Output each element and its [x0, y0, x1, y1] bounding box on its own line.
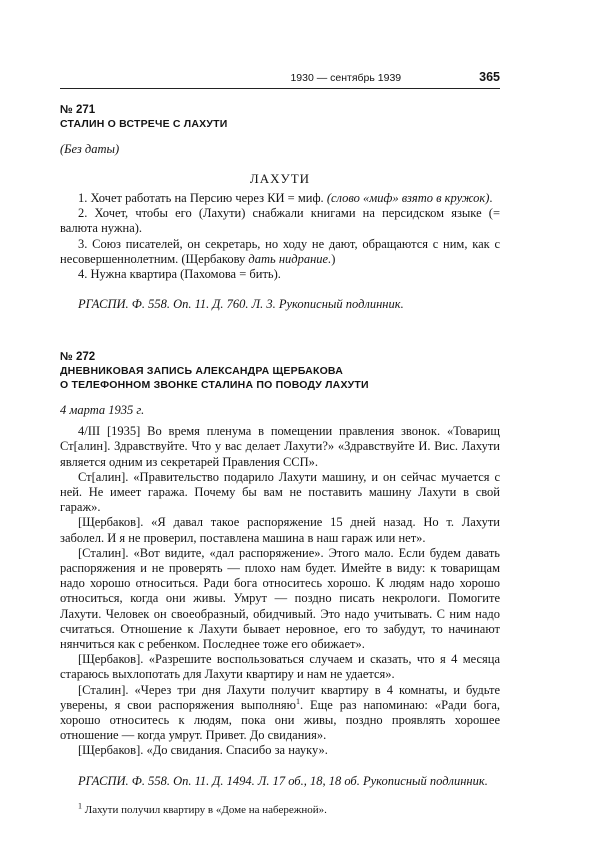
document-271: [60, 103, 500, 312]
page-number: 365: [479, 70, 500, 84]
doc-271-source: РГАСПИ. Ф. 558. Оп. 11. Д. 760. Л. 3. Рукописный подлинник.: [78, 297, 404, 312]
document-page: [60, 70, 500, 817]
doc-272-date: 4 марта 1935 г.: [60, 403, 145, 418]
doc-272-number: № 272: [60, 351, 96, 364]
doc-272-title-line-2: О ТЕЛЕФОННОМ ЗВОНКЕ СТАЛИНА ПО ПОВОДУ ЛАХУТИ: [60, 379, 369, 392]
doc-271-number: № 271: [60, 104, 96, 116]
running-header: [60, 70, 500, 89]
doc-271-item-1: 1. Хочет работать на Персию через КИ = миф. (слово «миф» взято в кружок).: [78, 191, 493, 205]
doc-272-paragraph: 4/III [1935] Во время пленума в помещении правления звонок. «Товарищ Ст[алин]. Здравствуйте. Что у вас делает Лахути?» «Здравствуйте И. Вис. Лахути является одним из секретарей Правления ССП».: [60, 424, 500, 469]
running-title: 1930 — сентябрь 1939: [290, 72, 402, 84]
footnote-mark: 1: [78, 801, 82, 811]
doc-271-title: СТАЛИН О ВСТРЕЧЕ С ЛАХУТИ: [60, 118, 228, 130]
doc-271-date: (Без даты): [60, 142, 120, 156]
doc-272-paragraph: [Щербаков]. «Я давал такое распоряжение 15 дней назад. Но т. Лахути заболел. И я не проверил, поставлена машина в наш гараж или нет».: [60, 515, 500, 545]
doc-272-source: РГАСПИ. Ф. 558. Оп. 11. Д. 1494. Л. 17 об., 18, 18 об. Рукописный подлинник.: [78, 773, 488, 788]
footnote: $^1$ Лахути получил квартиру в «Доме на набережной».: [78, 801, 327, 816]
doc-272-paragraph: [Щербаков]. «До свидания. Спасибо за науку».: [78, 743, 328, 758]
doc-271-heading: ЛАХУТИ: [249, 171, 311, 186]
doc-271-item-4: 4. Нужна квартира (Пахомова = бить).: [78, 267, 281, 282]
doc-272-paragraph: [Сталин]. «Через три дня Лахути получит квартиру в 4 комнаты, и будьте уверены, я свои распоряжения выполняю$^1$. Еще раз напоминаю: «Ради бога, хорошо относитесь к людям, пока они живы, поздно проявлять хорошее отношение — когда умрут. Привет. До свидания».: [60, 682, 500, 743]
footnote-reference[interactable]: 1: [295, 696, 300, 706]
doc-272-paragraph: Ст[алин]. «Правительство подарило Лахути машину, и он сейчас мучается с ней. Не имеет гаража. Почему бы вам не поставить машину Лахути в свой гараж».: [60, 469, 500, 515]
doc-272-paragraph: [Щербаков]. «Разрешите воспользоваться случаем и сказать, что я 4 месяца стараюсь выхлопотать для Лахути квартиру и нам не удается».: [60, 652, 500, 682]
doc-271-item-3: 3. Союз писателей, он секретарь, но ходу не дают, обращаются с ним, как с несовершеннолетним. (Щербакову дать нидрание.): [60, 236, 500, 266]
document-272: [60, 350, 500, 816]
doc-272-title-line-1: ДНЕВНИКОВАЯ ЗАПИСЬ АЛЕКСАНДРА ЩЕРБАКОВА: [60, 365, 343, 378]
doc-271-item-2: 2. Хочет, чтобы его (Лахути) снабжали книгами на персидском языке (= валюта нужна).: [60, 206, 500, 236]
doc-272-paragraph: [Сталин]. «Вот видите, «дал распоряжение». Этого мало. Если будем давать распоряжения и не проверять — плохо нам будет. Имейте в виду: к товарищам надо хорошо относиться. Ради бога относитесь хорошо. К людям надо хорошо относиться, когда они живы. Умрут — поздно писать некрологи. Помогите Лахути. Человек он своеобразный, обидчивый. Это надо учитывать. С ним надо считаться. Отношение к Лахути бывает неровное, его то забудут, то начинают нянчиться как с ребенком. Последнее тоже его обижает».: [60, 545, 500, 652]
